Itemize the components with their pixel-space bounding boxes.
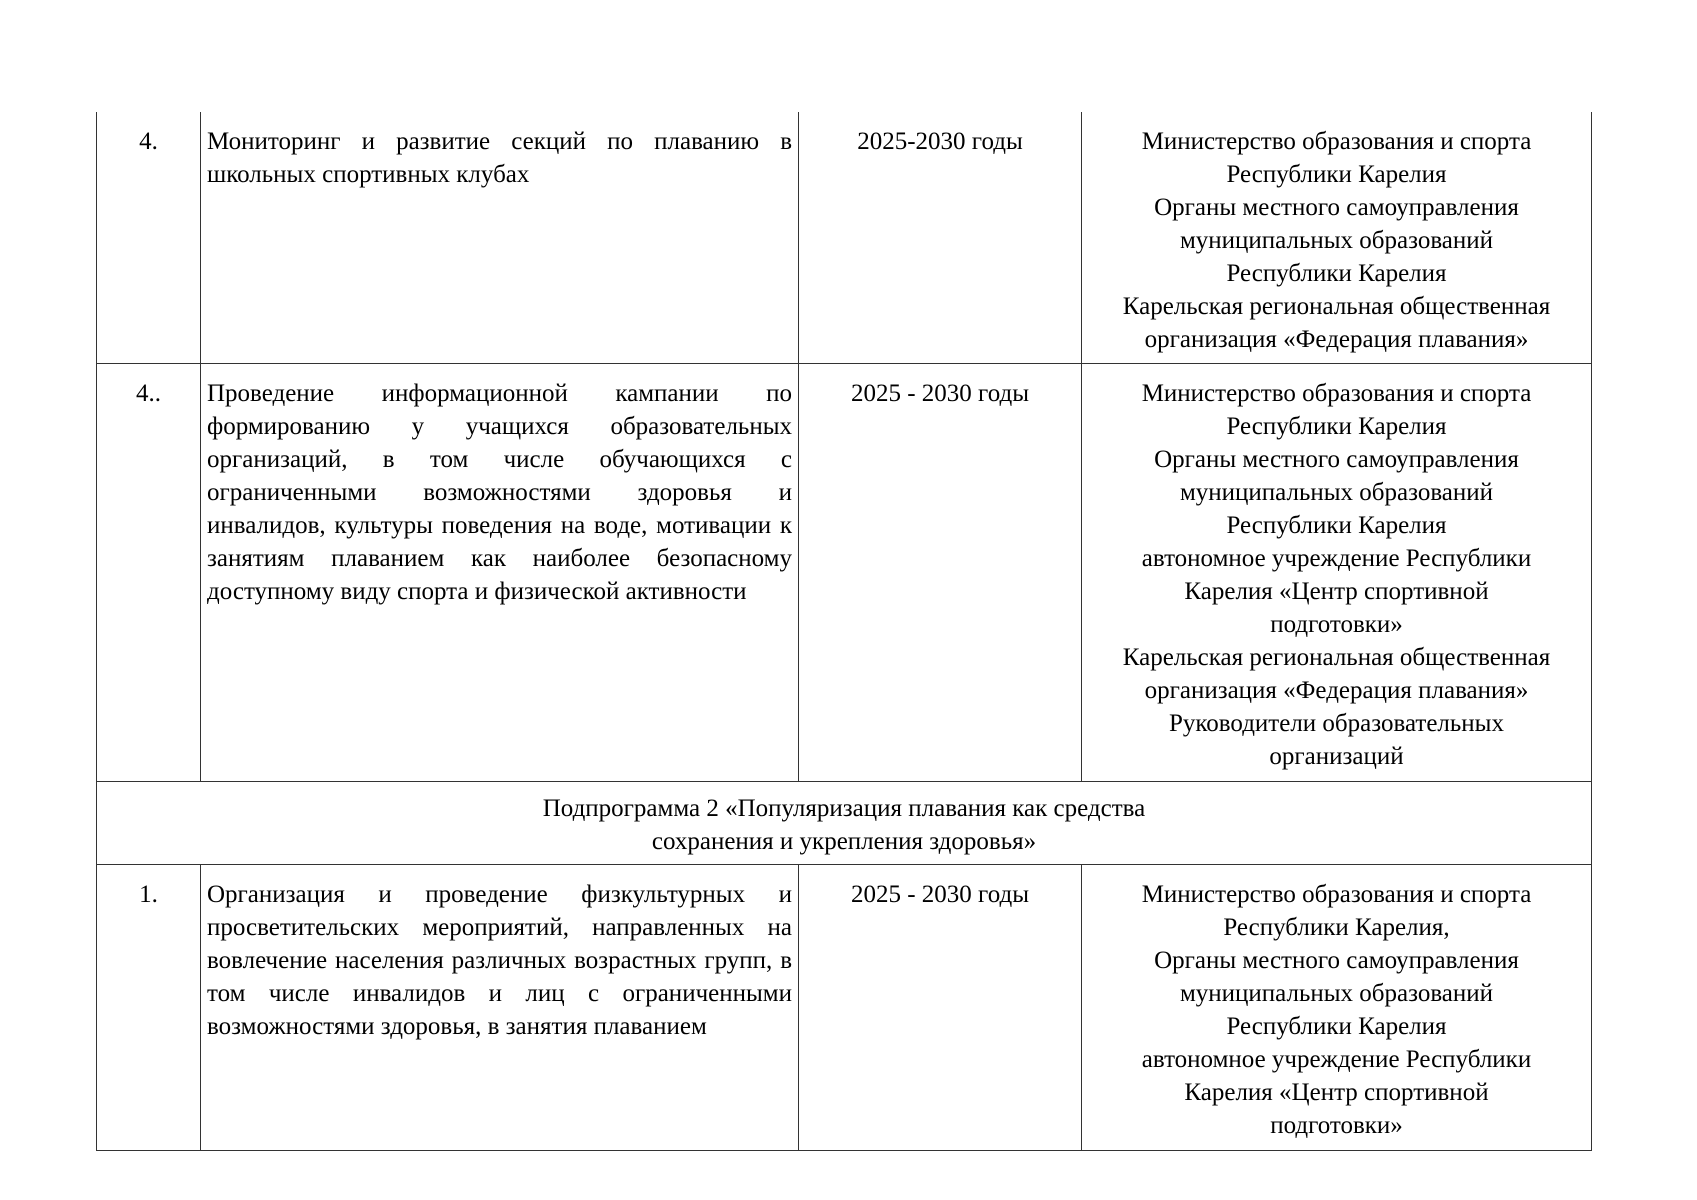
responsible-line: Республики Карелия bbox=[1226, 413, 1447, 440]
responsible-line: муниципальных образований bbox=[1179, 227, 1494, 254]
row-number: 4.. bbox=[97, 364, 201, 782]
responsible-line: Республики Карелия bbox=[1226, 260, 1447, 287]
responsible-line: подготовки» bbox=[1270, 1112, 1403, 1139]
period: 2025 - 2030 годы bbox=[799, 865, 1082, 1151]
responsible-executors bbox=[1082, 112, 1592, 364]
responsible-line: автономное учреждение Республики bbox=[1141, 1046, 1532, 1073]
responsible-line: Республики Карелия bbox=[1226, 1013, 1447, 1040]
table-row bbox=[97, 865, 1592, 1151]
measure-name: Проведение информационной кампании по формированию у учащихся образовательных организаций, в том числе обучающихся с ограниченными возможностями здоровья и инвалидов, культуры поведения на воде, мотивации к занятиям плаванием как наиболее безопасному доступному виду спорта и физической активности bbox=[201, 364, 799, 782]
responsible-line: Министерство образования и спорта bbox=[1141, 380, 1532, 407]
subprogram-header-row bbox=[97, 782, 1592, 865]
responsible-line: Республики Карелия, bbox=[1223, 914, 1450, 941]
responsible-line: Руководители образовательных bbox=[1169, 710, 1504, 737]
responsible-executors bbox=[1082, 364, 1592, 782]
measures-table bbox=[96, 112, 1592, 1151]
row-number: 1. bbox=[97, 865, 201, 1151]
responsible-line: Органы местного самоуправления bbox=[1154, 194, 1519, 221]
responsible-executors bbox=[1082, 865, 1592, 1151]
table-row bbox=[97, 112, 1592, 364]
responsible-line: Карельская региональная общественная bbox=[1122, 293, 1551, 320]
responsible-line: организация «Федерация плавания» bbox=[1144, 326, 1529, 353]
measure-name: Организация и проведение физкультурных и просветительских мероприятий, направленных на вовлечение населения различных возрастных групп, в том числе инвалидов и лиц с ограниченными возможностями здоровья, в занятия плаванием bbox=[201, 865, 799, 1151]
period: 2025 - 2030 годы bbox=[799, 364, 1082, 782]
responsible-line: Карелия «Центр спортивной bbox=[1184, 578, 1489, 605]
responsible-line: Органы местного самоуправления bbox=[1154, 947, 1519, 974]
period: 2025-2030 годы bbox=[799, 112, 1082, 364]
responsible-line: Министерство образования и спорта bbox=[1141, 128, 1532, 155]
responsible-line: Органы местного самоуправления bbox=[1154, 446, 1519, 473]
responsible-line: Республики Карелия bbox=[1226, 161, 1447, 188]
responsible-line: автономное учреждение Республики bbox=[1141, 545, 1532, 572]
responsible-line: Карельская региональная общественная bbox=[1122, 644, 1551, 671]
responsible-line: муниципальных образований bbox=[1179, 479, 1494, 506]
table-row bbox=[97, 364, 1592, 782]
responsible-line: Министерство образования и спорта bbox=[1141, 881, 1532, 908]
responsible-line: организация «Федерация плавания» bbox=[1144, 677, 1529, 704]
subprogram-title-line: Подпрограмма 2 «Популяризация плавания как средства bbox=[542, 795, 1146, 822]
subprogram-title-line: сохранения и укрепления здоровья» bbox=[651, 828, 1037, 855]
measure-name: Мониторинг и развитие секций по плаванию в школьных спортивных клубах bbox=[201, 112, 799, 364]
responsible-line: Республики Карелия bbox=[1226, 512, 1447, 539]
responsible-line: подготовки» bbox=[1270, 611, 1403, 638]
responsible-line: Карелия «Центр спортивной bbox=[1184, 1079, 1489, 1106]
responsible-line: муниципальных образований bbox=[1179, 980, 1494, 1007]
responsible-line: организаций bbox=[1269, 743, 1404, 770]
subprogram-title bbox=[97, 782, 1592, 865]
row-number: 4. bbox=[97, 112, 201, 364]
